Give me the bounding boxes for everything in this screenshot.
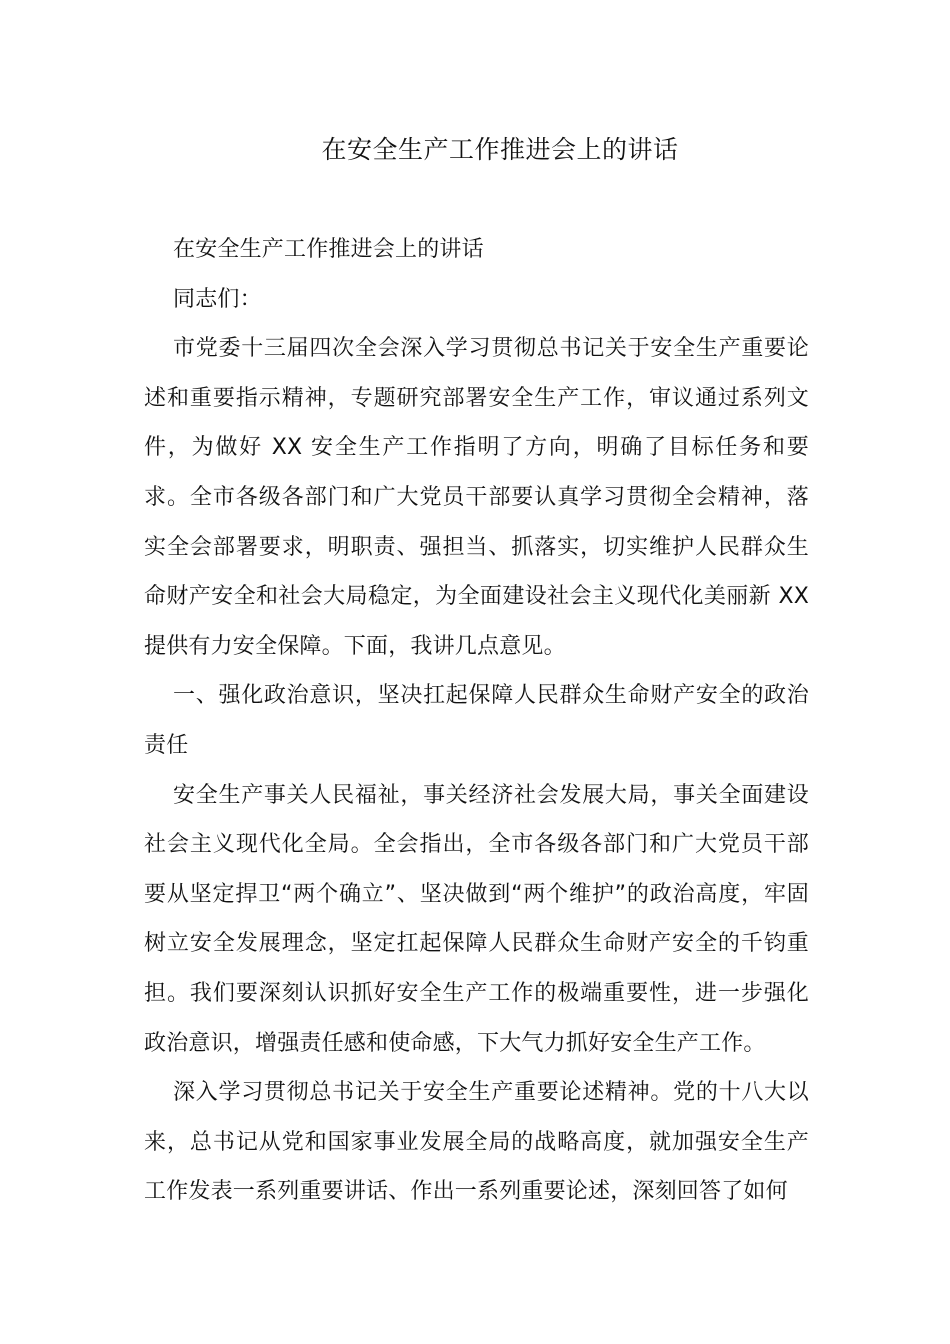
paragraph-section-heading-1: 一、强化政治意识，坚决扛起保障人民群众生命财产安全的政治责任 <box>144 683 809 758</box>
document-body <box>144 225 809 1217</box>
paragraph-section-1-subpoint: 深入学习贯彻总书记关于安全生产重要论述精神。党的十八大以来，总书记从党和国家事业发展全局的战略高度，就加强安全生产工作发表一系列重要讲话、作出一系列重要论述，深刻回答了如何 <box>144 1080 809 1205</box>
paragraph-section-1-body: 安全生产事关人民福祉，事关经济社会发展大局，事关全面建设社会主义现代化全局。全会指出，全市各级各部门和广大党员干部要从坚定捍卫“两个确立”、坚决做到“两个维护”的政治高度，牢固树立安全发展理念，坚定扛起保障人民群众生命财产安全的千钧重担。我们要深刻认识抓好安全生产工作的极端重要性，进一步强化政治意识，增强责任感和使命感，下大气力抓好安全生产工作。 <box>144 782 809 1056</box>
document-title: 在安全生产工作推进会上的讲话 <box>321 135 679 164</box>
paragraph-intro: 市党委十三届四次全会深入学习贯彻总书记关于安全生产重要论述和重要指示精神，专题研究部署安全生产工作，审议通过系列文件，为做好 XX 安全生产工作指明了方向，明确了目标任务和要求。全市各级各部门和广大党员干部要认真学习贯彻全会精神，落实全会部署要求，明职责、强担当、抓落实，切实维护人民群众生命财产安全和社会大局稳定，为全面建设社会主义现代化美丽新 XX 提供有力安全保障。下面，我讲几点意见。 <box>144 336 809 659</box>
paragraph-salutation: 同志们： <box>173 286 262 312</box>
paragraph-subtitle: 在安全生产工作推进会上的讲话 <box>173 237 484 262</box>
